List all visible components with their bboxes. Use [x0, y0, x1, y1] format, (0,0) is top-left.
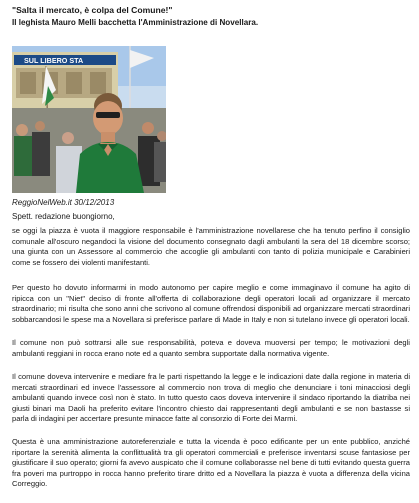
article-subheadline: Il leghista Mauro Melli bacchetta l'Amministrazione di Novellara. [12, 18, 259, 27]
photo-illustration [12, 46, 166, 193]
article-paragraph: Per questo ho dovuto informarmi in modo autonomo per capire meglio e come immaginavo il comune ha agito di ripicca con un "Niet" deciso di fronte all'offerta di collaborazione degli operatori locali ad organizzare il mercato straordinario; mi risulta che sono anni che scrivono al comune offrendosi disponibili ad organizzare mercati straordinari sobbarcandosi le spese ma a Novellara si preferisce parlare di Made in Italy e non si tutelano invece gli operatori locali. [12, 283, 410, 324]
article-paragraph: Il comune doveva intervenire e mediare fra le parti rispettando la legge e le indicazioni date dalla regione in materia di mercati straordinari ed invece l'assessore al commercio non trova di meglio che denunciare i toni minacciosi degli ambulanti quando invece così non è stato. In tutto questo caos doveva intervenire il sindaco riportando la diatriba nei giusti binari ma Daoli ha preferito evitare l'incontro chiesto dai rappresentanti degli ambulanti e se non bastasse si parla di indagini per accertare presunte minacce fatte al consorzio di Forte dei Marmi. [12, 372, 410, 424]
sunglasses [96, 112, 120, 118]
article-headline: "Salta il mercato, è colpa del Comune!" [12, 5, 173, 15]
article-photo [12, 46, 166, 193]
banner-text: SUL LIBERO STA [24, 56, 84, 65]
salutation: Spett. redazione buongiorno, [12, 212, 115, 221]
article-paragraph: Il comune non può sottrarsi alle sue responsabilità, poteva e doveva muoversi per tempo; le motivazioni degli ambulanti reggiani in rocca erano note ed a quanto sembra supportate dalla normativa vigente. [12, 338, 410, 358]
photo-caption: ReggioNelWeb.it 30/12/2013 [12, 198, 115, 207]
article-paragraph: se oggi la piazza è vuota il maggiore responsabile è l'amministrazione novellarese che ha tenuto perfino il consiglio comunale all'oscuro negandoci la visione del documento consegnato dagli ambulanti la sera del 18 dicembre scorso; una giunta con un Assessore al commercio che accoglie gli ambulanti con tanto di polizia municipale e Carabinieri come se fossero dei violenti manifestanti. [12, 226, 410, 267]
article-paragraph: Questa è una amministrazione autoreferenziale e tutta la vicenda è poco edificante per un ente pubblico, anziché riportare la serenità alimenta la conflittualità tra gli operatori commerciali e preferisce inventarsi scuse fantasiose per giustificare il suo operato; giorni fa avevo auspicato che il comune collaborasse nel bene di tutti evitando questa guerra fra poveri ma purtroppo in rocca hanno preferito tirare dritto ed a Novellara la piazza è vuota a differenza della vicina Correggio. [12, 437, 410, 489]
